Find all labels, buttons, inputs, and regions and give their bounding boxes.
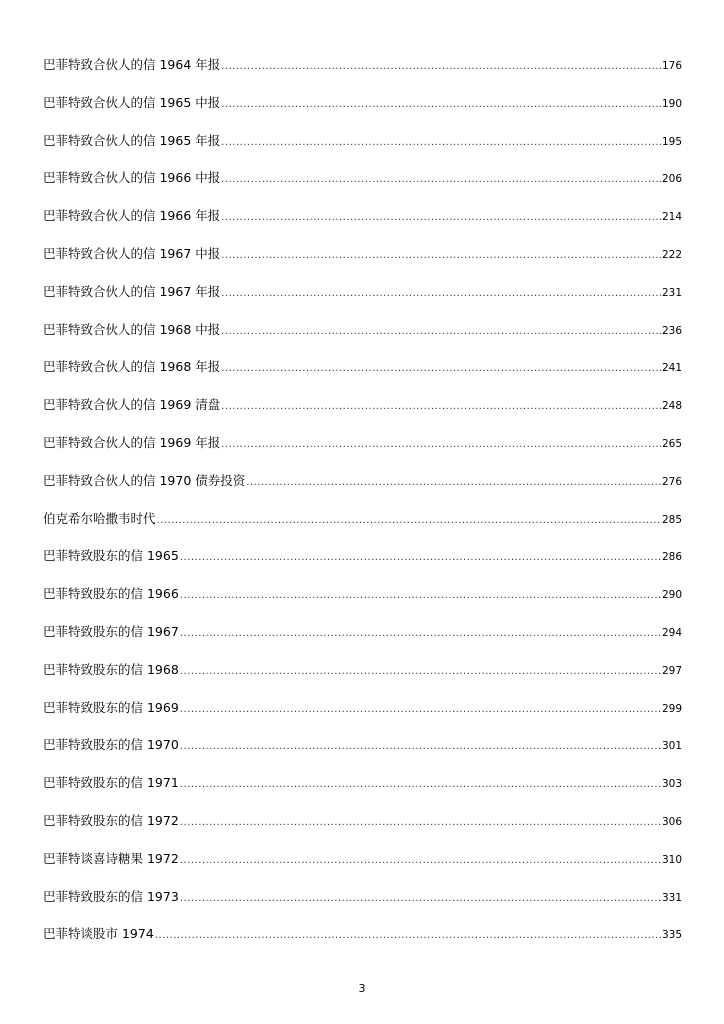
toc-entry[interactable] [43,244,682,282]
toc-entry-page: 285 [661,513,682,526]
toc-entry[interactable] [43,887,682,925]
toc-dot-leader [180,700,661,720]
toc-entry-page: 241 [661,362,682,375]
toc-entry[interactable] [43,735,682,773]
toc-entry[interactable] [43,773,682,811]
toc-entry-title: 巴菲特致合伙人的信 1966 中报 [43,170,221,186]
toc-entry-page: 303 [661,778,682,791]
toc-entry[interactable] [43,811,682,849]
toc-entry-title: 巴菲特致股东的信 1965 [43,548,179,564]
toc-dot-leader [180,662,661,682]
toc-entry[interactable] [43,849,682,887]
toc-entry-page: 231 [661,286,682,299]
toc-entry[interactable] [43,924,682,962]
toc-entry[interactable] [43,660,682,698]
toc-entry[interactable] [43,206,682,244]
toc-entry-page: 190 [661,97,682,110]
toc-entry-page: 335 [661,929,682,942]
toc-entry-title: 伯克希尔哈撒韦时代 [43,510,156,526]
toc-entry[interactable] [43,131,682,169]
toc-entry-page: 248 [661,400,682,413]
toc-entry-title: 巴菲特致股东的信 1971 [43,775,179,791]
toc-entry-title: 巴菲特致合伙人的信 1967 年报 [43,283,221,299]
toc-entry-title: 巴菲特致股东的信 1967 [43,623,179,639]
toc-entry[interactable] [43,698,682,736]
table-of-contents [43,55,682,962]
toc-entry-title: 巴菲特致股东的信 1966 [43,586,179,602]
toc-dot-leader [221,435,661,455]
toc-entry-title: 巴菲特致股东的信 1970 [43,737,179,753]
toc-entry-title: 巴菲特致合伙人的信 1968 中报 [43,321,221,337]
toc-entry[interactable] [43,471,682,509]
toc-dot-leader [221,397,661,417]
toc-dot-leader [221,322,661,342]
toc-dot-leader [180,548,661,568]
toc-dot-leader [180,624,661,644]
toc-entry[interactable] [43,584,682,622]
toc-dot-leader [221,284,661,304]
toc-entry-title: 巴菲特致股东的信 1969 [43,699,179,715]
toc-entry-title: 巴菲特致股东的信 1973 [43,888,179,904]
toc-entry-title: 巴菲特致合伙人的信 1968 年报 [43,359,221,375]
toc-dot-leader [221,170,661,190]
page-number: 3 [358,982,366,995]
toc-entry-title: 巴菲特致合伙人的信 1964 年报 [43,57,221,72]
toc-entry[interactable] [43,55,682,93]
toc-entry-page: 331 [661,891,682,904]
toc-entry-page: 276 [661,475,682,488]
toc-entry-page: 195 [661,135,682,148]
toc-entry-page: 301 [661,740,682,753]
toc-entry-page: 299 [661,702,682,715]
toc-entry-title: 巴菲特谈股市 1974 [43,926,154,942]
toc-entry[interactable] [43,433,682,471]
toc-entry[interactable] [43,509,682,547]
toc-entry-title: 巴菲特致合伙人的信 1967 中报 [43,245,221,261]
toc-entry-title: 巴菲特致合伙人的信 1965 中报 [43,94,221,110]
toc-dot-leader [180,813,661,833]
toc-entry[interactable] [43,320,682,358]
toc-entry[interactable] [43,622,682,660]
toc-dot-leader [246,473,661,493]
toc-dot-leader [180,775,661,795]
toc-entry-page: 214 [661,211,682,224]
toc-dot-leader [180,586,661,606]
toc-entry-page: 286 [661,551,682,564]
toc-entry-page: 306 [661,815,682,828]
toc-dot-leader [157,511,661,531]
toc-entry[interactable] [43,395,682,433]
toc-dot-leader [221,133,661,153]
toc-dot-leader [155,926,661,946]
toc-entry-page: 206 [661,173,682,186]
toc-entry-title: 巴菲特致合伙人的信 1970 债券投资 [43,472,246,488]
toc-entry-page: 310 [661,853,682,866]
toc-dot-leader [221,57,661,77]
toc-entry-title: 巴菲特致合伙人的信 1969 清盘 [43,397,221,413]
toc-entry-title: 巴菲特致股东的信 1972 [43,812,179,828]
toc-entry[interactable] [43,282,682,320]
toc-entry-page: 222 [661,248,682,261]
toc-entry[interactable] [43,546,682,584]
toc-entry-page: 294 [661,626,682,639]
toc-dot-leader [221,208,661,228]
toc-entry-title: 巴菲特致合伙人的信 1965 年报 [43,132,221,148]
toc-entry-title: 巴菲特致合伙人的信 1966 年报 [43,208,221,224]
toc-dot-leader [221,359,661,379]
toc-entry[interactable] [43,357,682,395]
toc-dot-leader [180,851,661,871]
toc-dot-leader [180,737,661,757]
toc-entry-title: 巴菲特致股东的信 1968 [43,661,179,677]
toc-entry-page: 236 [661,324,682,337]
toc-entry-page: 290 [661,589,682,602]
toc-dot-leader [221,246,661,266]
toc-entry-page: 297 [661,664,682,677]
toc-entry-title: 巴菲特谈喜诗糖果 1972 [43,850,179,866]
toc-entry[interactable] [43,168,682,206]
toc-entry[interactable] [43,93,682,131]
toc-dot-leader [180,889,661,909]
toc-entry-page: 176 [661,60,682,72]
toc-entry-title: 巴菲特致合伙人的信 1969 年报 [43,434,221,450]
toc-entry-page: 265 [661,437,682,450]
toc-dot-leader [221,95,661,115]
